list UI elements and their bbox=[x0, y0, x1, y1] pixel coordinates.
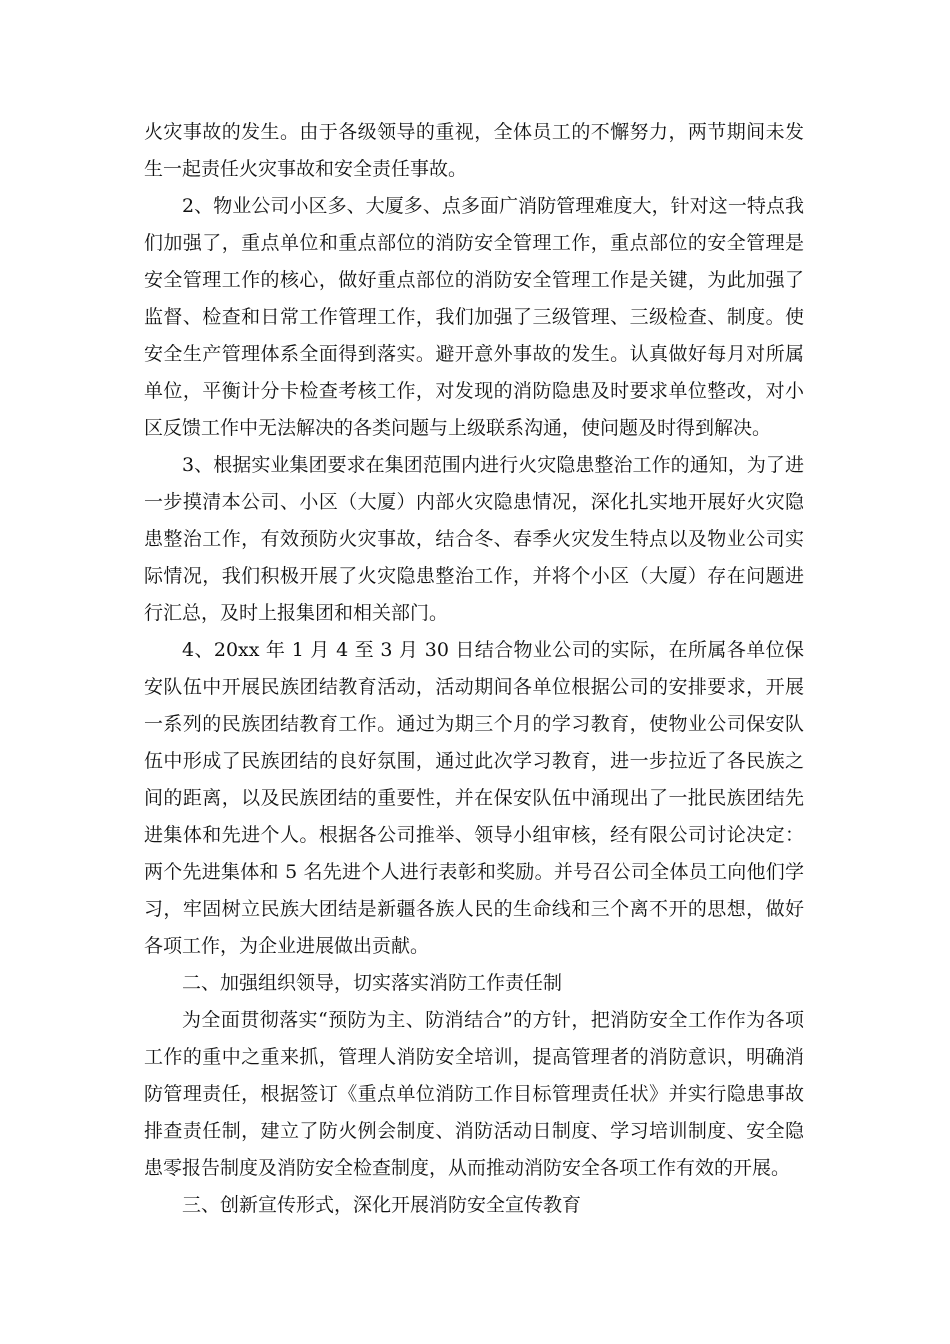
paragraph-section-2-body: 为全面贯彻落实“预防为主、防消结合”的方针，把消防安全工作作为各项工作的重中之重来抓，管理人消防安全培训，提高管理者的消防意识，明确消防管理责任，根据签订《重点单位消防工作目标管理责任状》并实行隐患事故排查责任制，建立了防火例会制度、消防活动日制度、学习培训制度、安全隐患零报告制度及消防安全检查制度，从而推动消防安全各项工作有效的开展。 bbox=[144, 1009, 804, 1179]
paragraph-continuation: 火灾事故的发生。由于各级领导的重视，全体员工的不懈努力，两节期间未发生一起责任火灾事故和安全责任事故。 bbox=[144, 121, 804, 180]
document-body bbox=[144, 114, 804, 1224]
section-heading-2: 二、加强组织领导，切实落实消防工作责任制 bbox=[182, 972, 563, 994]
paragraph-item-3: 3、根据实业集团要求在集团范围内进行火灾隐患整治工作的通知，为了进一步摸清本公司、小区（大厦）内部火灾隐患情况，深化扎实地开展好火灾隐患整治工作，有效预防火灾事故，结合冬、春季火灾发生特点以及物业公司实际情况，我们积极开展了火灾隐患整治工作，并将个小区（大厦）存在问题进行汇总，及时上报集团和相关部门。 bbox=[144, 454, 804, 624]
paragraph-item-2: 2、物业公司小区多、大厦多、点多面广消防管理难度大，针对这一特点我们加强了，重点单位和重点部位的消防安全管理工作，重点部位的安全管理是安全管理工作的核心，做好重点部位的消防安全管理工作是关键，为此加强了监督、检查和日常工作管理工作，我们加强了三级管理、三级检查、制度。使安全生产管理体系全面得到落实。避开意外事故的发生。认真做好每月对所属单位，平衡计分卡检查考核工作，对发现的消防隐患及时要求单位整改，对小区反馈工作中无法解决的各类问题与上级联系沟通，使问题及时得到解决。 bbox=[144, 195, 804, 439]
paragraph-item-4: 4、20xx 年 1 月 4 至 3 月 30 日结合物业公司的实际，在所属各单位保安队伍中开展民族团结教育活动，活动期间各单位根据公司的安排要求，开展一系列的民族团结教育工作。通过为期三个月的学习教育，使物业公司保安队伍中形成了民族团结的良好氛围，通过此次学习教育，进一步拉近了各民族之间的距离，以及民族团结的重要性，并在保安队伍中涌现出了一批民族团结先进集体和先进个人。根据各公司推举、领导小组审核，经有限公司讨论决定：两个先进集体和 5 名先进个人进行表彰和奖励。并号召公司全体员工向他们学习，牢固树立民族大团结是新疆各族人民的生命线和三个离不开的思想，做好各项工作，为企业进展做出贡献。 bbox=[144, 639, 804, 957]
section-heading-3: 三、创新宣传形式，深化开展消防安全宣传教育 bbox=[182, 1194, 582, 1216]
